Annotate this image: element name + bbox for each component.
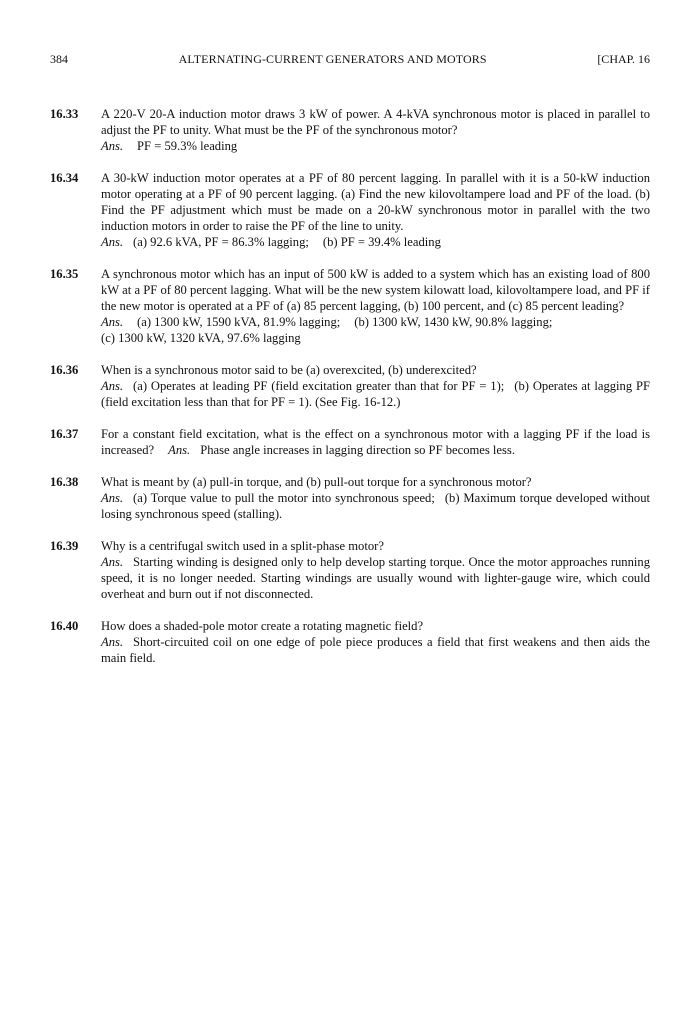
- problem-number: 16.33: [50, 107, 79, 121]
- problem-question: When is a synchronous motor said to be (a) overexcited, (b) underexcited?: [101, 363, 477, 377]
- problem-answer: [101, 378, 650, 410]
- answer-label: Ans.: [101, 235, 124, 249]
- problem-number: 16.40: [50, 619, 79, 633]
- problem-16-38: [50, 474, 650, 522]
- problem-body: [101, 266, 650, 346]
- page-number: 384: [50, 52, 68, 66]
- answer-part-b: (b) Operates at lagging PF (field excitation less than that for PF = 1). (See Fig. 16-12.): [101, 379, 651, 409]
- problem-answer: [101, 314, 650, 346]
- problem-body: [101, 538, 650, 602]
- problem-question: A synchronous motor which has an input of 500 kW is added to a system which has an existing load of 800 kW at a PF of 80 percent lagging. What will be the new system kilowatt load, kilovoltampere load, and PF if the new motor is operated at a PF of (a) 85 percent lagging, (b) 100 percent, and (c) 85 percent leading?: [101, 267, 650, 313]
- answer-part-a: (a) Torque value to pull the motor into synchronous speed;: [133, 491, 435, 505]
- problem-number: 16.37: [50, 427, 79, 441]
- running-header: [50, 51, 650, 67]
- problem-16-39: [50, 538, 650, 602]
- problem-answer: [101, 554, 650, 602]
- problem-question: Why is a centrifugal switch used in a split-phase motor?: [101, 539, 384, 553]
- answer-label: Ans.: [101, 491, 124, 505]
- answer-label: Ans.: [101, 379, 124, 393]
- problem-answer: [101, 234, 650, 250]
- answer-text: Phase angle increases in lagging direction so PF becomes less.: [200, 443, 515, 457]
- problem-number: 16.34: [50, 171, 79, 185]
- answer-part-b: (b) Maximum torque developed without losing synchronous speed (stalling).: [101, 491, 650, 521]
- problem-body: [101, 170, 650, 250]
- answer-part-b: (b) 1300 kW, 1430 kW, 90.8% lagging;: [354, 315, 553, 329]
- answer-part-a: (a) 1300 kW, 1590 kVA, 81.9% lagging;: [137, 315, 341, 329]
- problem-list: [50, 106, 650, 682]
- problem-question-with-answer: [101, 426, 650, 458]
- answer-label: Ans.: [101, 555, 124, 569]
- problem-question: For a constant field excitation, what is the effect on a synchronous motor with a lagging PF if the load is increased?: [101, 427, 650, 457]
- problem-body: [101, 474, 650, 522]
- problem-number: 16.39: [50, 539, 79, 553]
- problem-body: [101, 618, 650, 666]
- problem-answer: [101, 634, 650, 666]
- problem-16-36: [50, 362, 650, 410]
- problem-16-40: [50, 618, 650, 666]
- answer-label: Ans.: [101, 139, 124, 153]
- answer-label: Ans.: [101, 635, 124, 649]
- problem-number: 16.36: [50, 363, 79, 377]
- problem-16-34: [50, 170, 650, 250]
- answer-label: Ans.: [168, 443, 191, 457]
- problem-body: [101, 106, 650, 154]
- chapter-label: [CHAP. 16: [597, 52, 650, 66]
- answer-part-a: (a) 92.6 kVA, PF = 86.3% lagging;: [133, 235, 309, 249]
- answer-label: Ans.: [101, 315, 124, 329]
- problem-16-33: [50, 106, 650, 154]
- problem-number: 16.35: [50, 267, 79, 281]
- problem-16-35: [50, 266, 650, 346]
- problem-answer: [101, 138, 650, 154]
- problem-number: 16.38: [50, 475, 79, 489]
- problem-question: A 30-kW induction motor operates at a PF of 80 percent lagging. In parallel with it is a 50-kW induction motor operating at a PF of 90 percent lagging. (a) Find the new kilovoltampere load and PF of the load. (b) Find the PF adjustment which must be made on a 20-kW synchronous motor in parallel with the two induction motors in order to raise the PF of the line to unity.: [101, 171, 650, 233]
- answer-part-b: (b) PF = 39.4% leading: [322, 235, 441, 249]
- answer-part-c: (c) 1300 kW, 1320 kVA, 97.6% lagging: [101, 331, 301, 345]
- problem-16-37: [50, 426, 650, 458]
- problem-question: A 220-V 20-A induction motor draws 3 kW of power. A 4-kVA synchronous motor is placed in parallel to adjust the PF to unity. What must be the PF of the synchronous motor?: [101, 107, 650, 137]
- problem-question: How does a shaded-pole motor create a rotating magnetic field?: [101, 619, 424, 633]
- answer-text: PF = 59.3% leading: [137, 139, 238, 153]
- problem-question: What is meant by (a) pull-in torque, and (b) pull-out torque for a synchronous motor?: [101, 475, 532, 489]
- problem-body: [101, 426, 650, 458]
- problem-answer: [101, 490, 650, 522]
- problem-body: [101, 362, 650, 410]
- answer-text: Short-circuited coil on one edge of pole piece produces a field that first weakens and then aids the main field.: [101, 635, 650, 665]
- chapter-title: ALTERNATING-CURRENT GENERATORS AND MOTORS: [178, 52, 487, 66]
- answer-text: Starting winding is designed only to help develop starting torque. Once the motor approaches running speed, it is no longer needed. Starting windings are usually wound with lighter-gauge wire, which could overheat and burn out if not disconnected.: [101, 555, 650, 601]
- answer-part-a: (a) Operates at leading PF (field excitation greater than that for PF = 1);: [133, 379, 505, 393]
